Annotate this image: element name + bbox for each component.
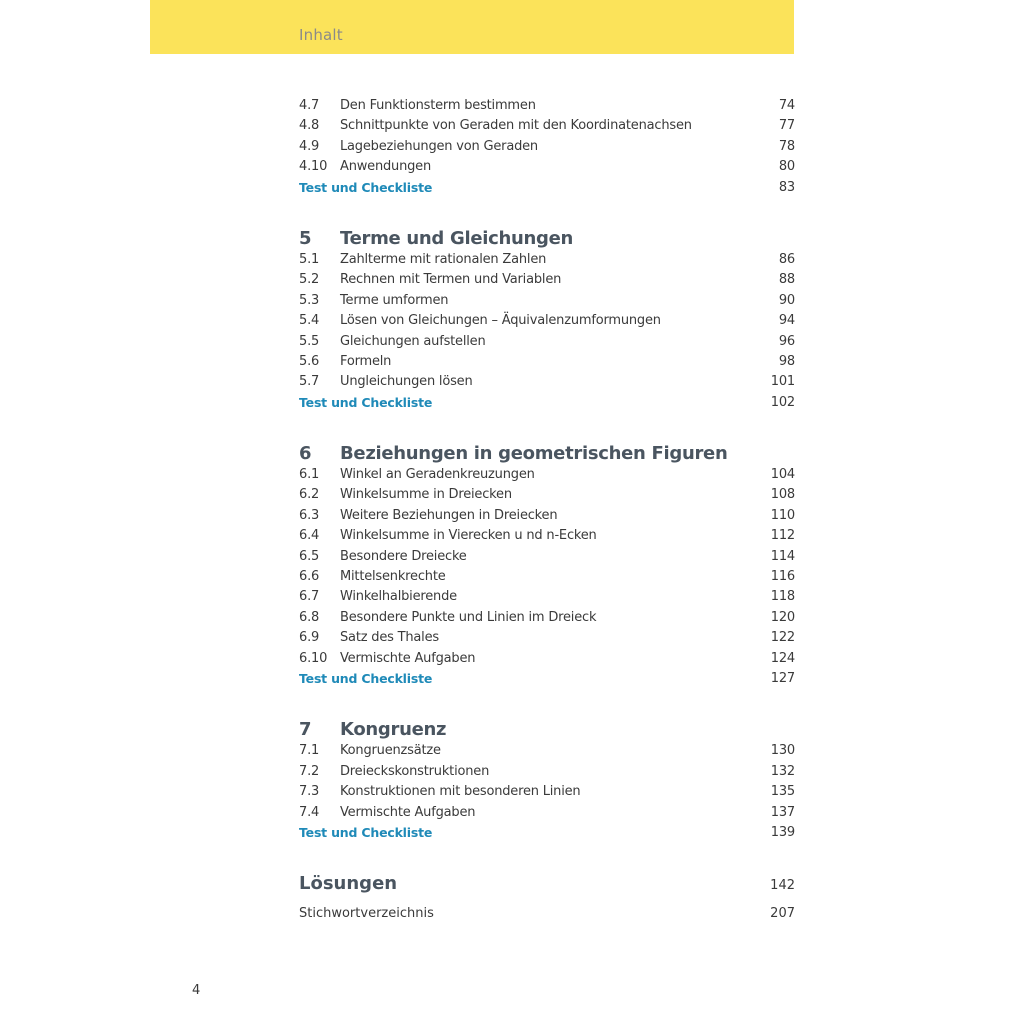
toc-test-checklist-6[interactable]: [299, 669, 795, 689]
chapter-title: Kongruenz: [340, 719, 447, 741]
toc-entry-page: 77: [778, 118, 795, 134]
toc-entry-5-2[interactable]: [299, 270, 795, 290]
toc-entry-title: Kongruenzsätze: [340, 743, 441, 759]
toc-entry-6-9[interactable]: [299, 628, 795, 648]
toc-entry-number: 5.6: [299, 353, 320, 369]
toc-entry-title: Winkelhalbierende: [340, 589, 457, 605]
toc-entry-5-7[interactable]: [299, 372, 795, 392]
toc-entry-7-2[interactable]: [299, 762, 795, 782]
toc-entry-number: 6.7: [299, 589, 320, 605]
toc-entry-page: 137: [770, 804, 795, 820]
toc-entry-number: 6.5: [299, 548, 320, 564]
toc-entry-page: 96: [778, 333, 795, 349]
toc-entry-page: 83: [778, 179, 795, 195]
chapter-heading-7[interactable]: [299, 719, 795, 741]
chapter-number: 5: [299, 227, 312, 249]
toc-entry-page: 120: [770, 609, 795, 625]
toc-entry-number: 6.3: [299, 507, 320, 523]
test-checklist-label: Test und Checkliste: [299, 670, 433, 686]
toc-entry-page: 86: [778, 251, 795, 267]
toc-entry-page: 112: [770, 528, 795, 544]
toc-entry-number: 5.2: [299, 272, 320, 288]
toc-entry-7-1[interactable]: [299, 741, 795, 761]
toc-entry-number: 7.3: [299, 784, 320, 800]
toc-entry-title: Besondere Punkte und Linien im Dreieck: [340, 609, 597, 625]
toc-entry-4-10[interactable]: [299, 157, 795, 177]
toc-entry-number: 5.5: [299, 333, 320, 349]
toc-entry-number: 6.9: [299, 630, 320, 646]
solutions-label: Lösungen: [299, 873, 398, 895]
toc-entry-page: 127: [770, 670, 795, 686]
toc-entry-6-2[interactable]: [299, 485, 795, 505]
toc-entry-title: Anwendungen: [340, 159, 432, 175]
toc-test-checklist-5[interactable]: [299, 393, 795, 413]
toc-entry-number: 5.1: [299, 251, 320, 267]
toc-entry-6-6[interactable]: [299, 567, 795, 587]
test-checklist-label: Test und Checkliste: [299, 824, 433, 840]
toc-entry-7-4[interactable]: [299, 803, 795, 823]
toc-test-checklist-7[interactable]: [299, 823, 795, 843]
toc-entry-number: 4.10: [299, 159, 328, 175]
toc-entry-page: 101: [770, 374, 795, 390]
toc-entry-page: 102: [770, 394, 795, 410]
toc-entry-title: Weitere Beziehungen in Dreiecken: [340, 507, 558, 523]
toc-entry-number: 4.9: [299, 138, 320, 154]
toc-entry-number: 5.3: [299, 292, 320, 308]
toc-entry-page: 139: [770, 824, 795, 840]
toc-entry-title: Vermischte Aufgaben: [340, 804, 476, 820]
chapter-title: Terme und Gleichungen: [340, 227, 574, 249]
chapter-number: 6: [299, 443, 312, 465]
toc-entry-page: 116: [770, 569, 795, 585]
page-number: 4: [192, 983, 201, 998]
toc-entry-title: Gleichungen aufstellen: [340, 333, 486, 349]
toc-solutions[interactable]: [299, 873, 795, 895]
table-of-contents: [299, 96, 795, 924]
toc-entry-number: 6.10: [299, 650, 328, 666]
chapter-number: 7: [299, 719, 312, 741]
toc-entry-6-8[interactable]: [299, 608, 795, 628]
toc-entry-number: 6.8: [299, 609, 320, 625]
toc-entry-6-1[interactable]: [299, 465, 795, 485]
chapter-heading-6[interactable]: [299, 443, 795, 465]
toc-entry-number: 7.4: [299, 804, 320, 820]
toc-entry-number: 4.8: [299, 118, 320, 134]
header-band: [150, 0, 794, 54]
toc-test-checklist-4[interactable]: [299, 178, 795, 198]
chapter-heading-5[interactable]: [299, 228, 795, 250]
toc-entry-page: 124: [770, 650, 795, 666]
toc-entry-title: Besondere Dreiecke: [340, 548, 467, 564]
toc-entry-title: Winkelsumme in Dreiecken: [340, 487, 512, 503]
toc-entry-page: 90: [778, 292, 795, 308]
toc-entry-page: 110: [770, 507, 795, 523]
toc-entry-4-9[interactable]: [299, 137, 795, 157]
toc-entry-page: 80: [778, 159, 795, 175]
toc-entry-page: 98: [778, 353, 795, 369]
toc-entry-title: Ungleichungen lösen: [340, 374, 473, 390]
toc-entry-page: 88: [778, 272, 795, 288]
toc-entry-page: 132: [770, 763, 795, 779]
toc-entry-6-5[interactable]: [299, 547, 795, 567]
toc-entry-title: Formeln: [340, 353, 392, 369]
toc-entry-page: 207: [770, 906, 795, 922]
test-checklist-label: Test und Checkliste: [299, 179, 433, 195]
toc-entry-page: 114: [770, 548, 795, 564]
toc-entry-title: Konstruktionen mit besonderen Linien: [340, 784, 581, 800]
toc-entry-6-4[interactable]: [299, 526, 795, 546]
toc-entry-page: 78: [778, 138, 795, 154]
toc-entry-title: Mittelsenkrechte: [340, 569, 446, 585]
toc-entry-page: 142: [770, 878, 795, 894]
toc-entry-title: Terme umformen: [340, 292, 449, 308]
toc-entry-page: 122: [770, 630, 795, 646]
toc-entry-4-7[interactable]: [299, 96, 795, 116]
toc-entry-title: Zahlterme mit rationalen Zahlen: [340, 251, 547, 267]
toc-entry-5-1[interactable]: [299, 250, 795, 270]
toc-entry-page: 130: [770, 743, 795, 759]
index-label: Stichwortverzeichnis: [299, 906, 434, 922]
toc-entry-page: 108: [770, 487, 795, 503]
toc-entry-title: Schnittpunkte von Geraden mit den Koordinatenachsen: [340, 118, 692, 134]
toc-entry-page: 135: [770, 784, 795, 800]
toc-entry-title: Dreieckskonstruktionen: [340, 763, 490, 779]
toc-entry-title: Rechnen mit Termen und Variablen: [340, 272, 562, 288]
toc-entry-number: 5.4: [299, 313, 320, 329]
toc-entry-number: 7.2: [299, 763, 320, 779]
toc-entry-5-6[interactable]: [299, 352, 795, 372]
toc-entry-4-8[interactable]: [299, 116, 795, 136]
toc-entry-title: Den Funktionsterm bestimmen: [340, 98, 536, 113]
toc-entry-number: 6.4: [299, 528, 320, 544]
toc-entry-number: 7.1: [299, 743, 320, 759]
toc-index[interactable]: [299, 904, 795, 924]
toc-entry-number: 5.7: [299, 374, 320, 390]
test-checklist-label: Test und Checkliste: [299, 394, 433, 410]
toc-entry-6-3[interactable]: [299, 506, 795, 526]
toc-entry-page: 104: [770, 467, 795, 483]
toc-entry-title: Lagebeziehungen von Geraden: [340, 138, 538, 154]
toc-entry-page: 94: [778, 313, 795, 329]
chapter-title: Beziehungen in geometrischen Figuren: [340, 443, 728, 465]
toc-entry-page: 118: [770, 589, 795, 605]
toc-entry-title: Winkelsumme in Vierecken u nd n-Ecken: [340, 528, 597, 544]
page-title: Inhalt: [299, 26, 343, 44]
toc-entry-title: Winkel an Geradenkreuzungen: [340, 467, 535, 483]
toc-entry-7-3[interactable]: [299, 782, 795, 802]
toc-entry-number: 6.2: [299, 487, 320, 503]
toc-entry-title: Vermischte Aufgaben: [340, 650, 476, 666]
toc-entry-number: 4.7: [299, 98, 320, 113]
toc-entry-6-10[interactable]: [299, 649, 795, 669]
toc-entry-number: 6.1: [299, 467, 320, 483]
toc-entry-5-5[interactable]: [299, 332, 795, 352]
toc-entry-5-4[interactable]: [299, 311, 795, 331]
toc-entry-page: 74: [778, 98, 795, 113]
toc-entry-5-3[interactable]: [299, 291, 795, 311]
toc-entry-number: 6.6: [299, 569, 320, 585]
toc-entry-title: Satz des Thales: [340, 630, 439, 646]
toc-entry-6-7[interactable]: [299, 587, 795, 607]
toc-entry-title: Lösen von Gleichungen – Äquivalenzumformungen: [340, 313, 661, 329]
